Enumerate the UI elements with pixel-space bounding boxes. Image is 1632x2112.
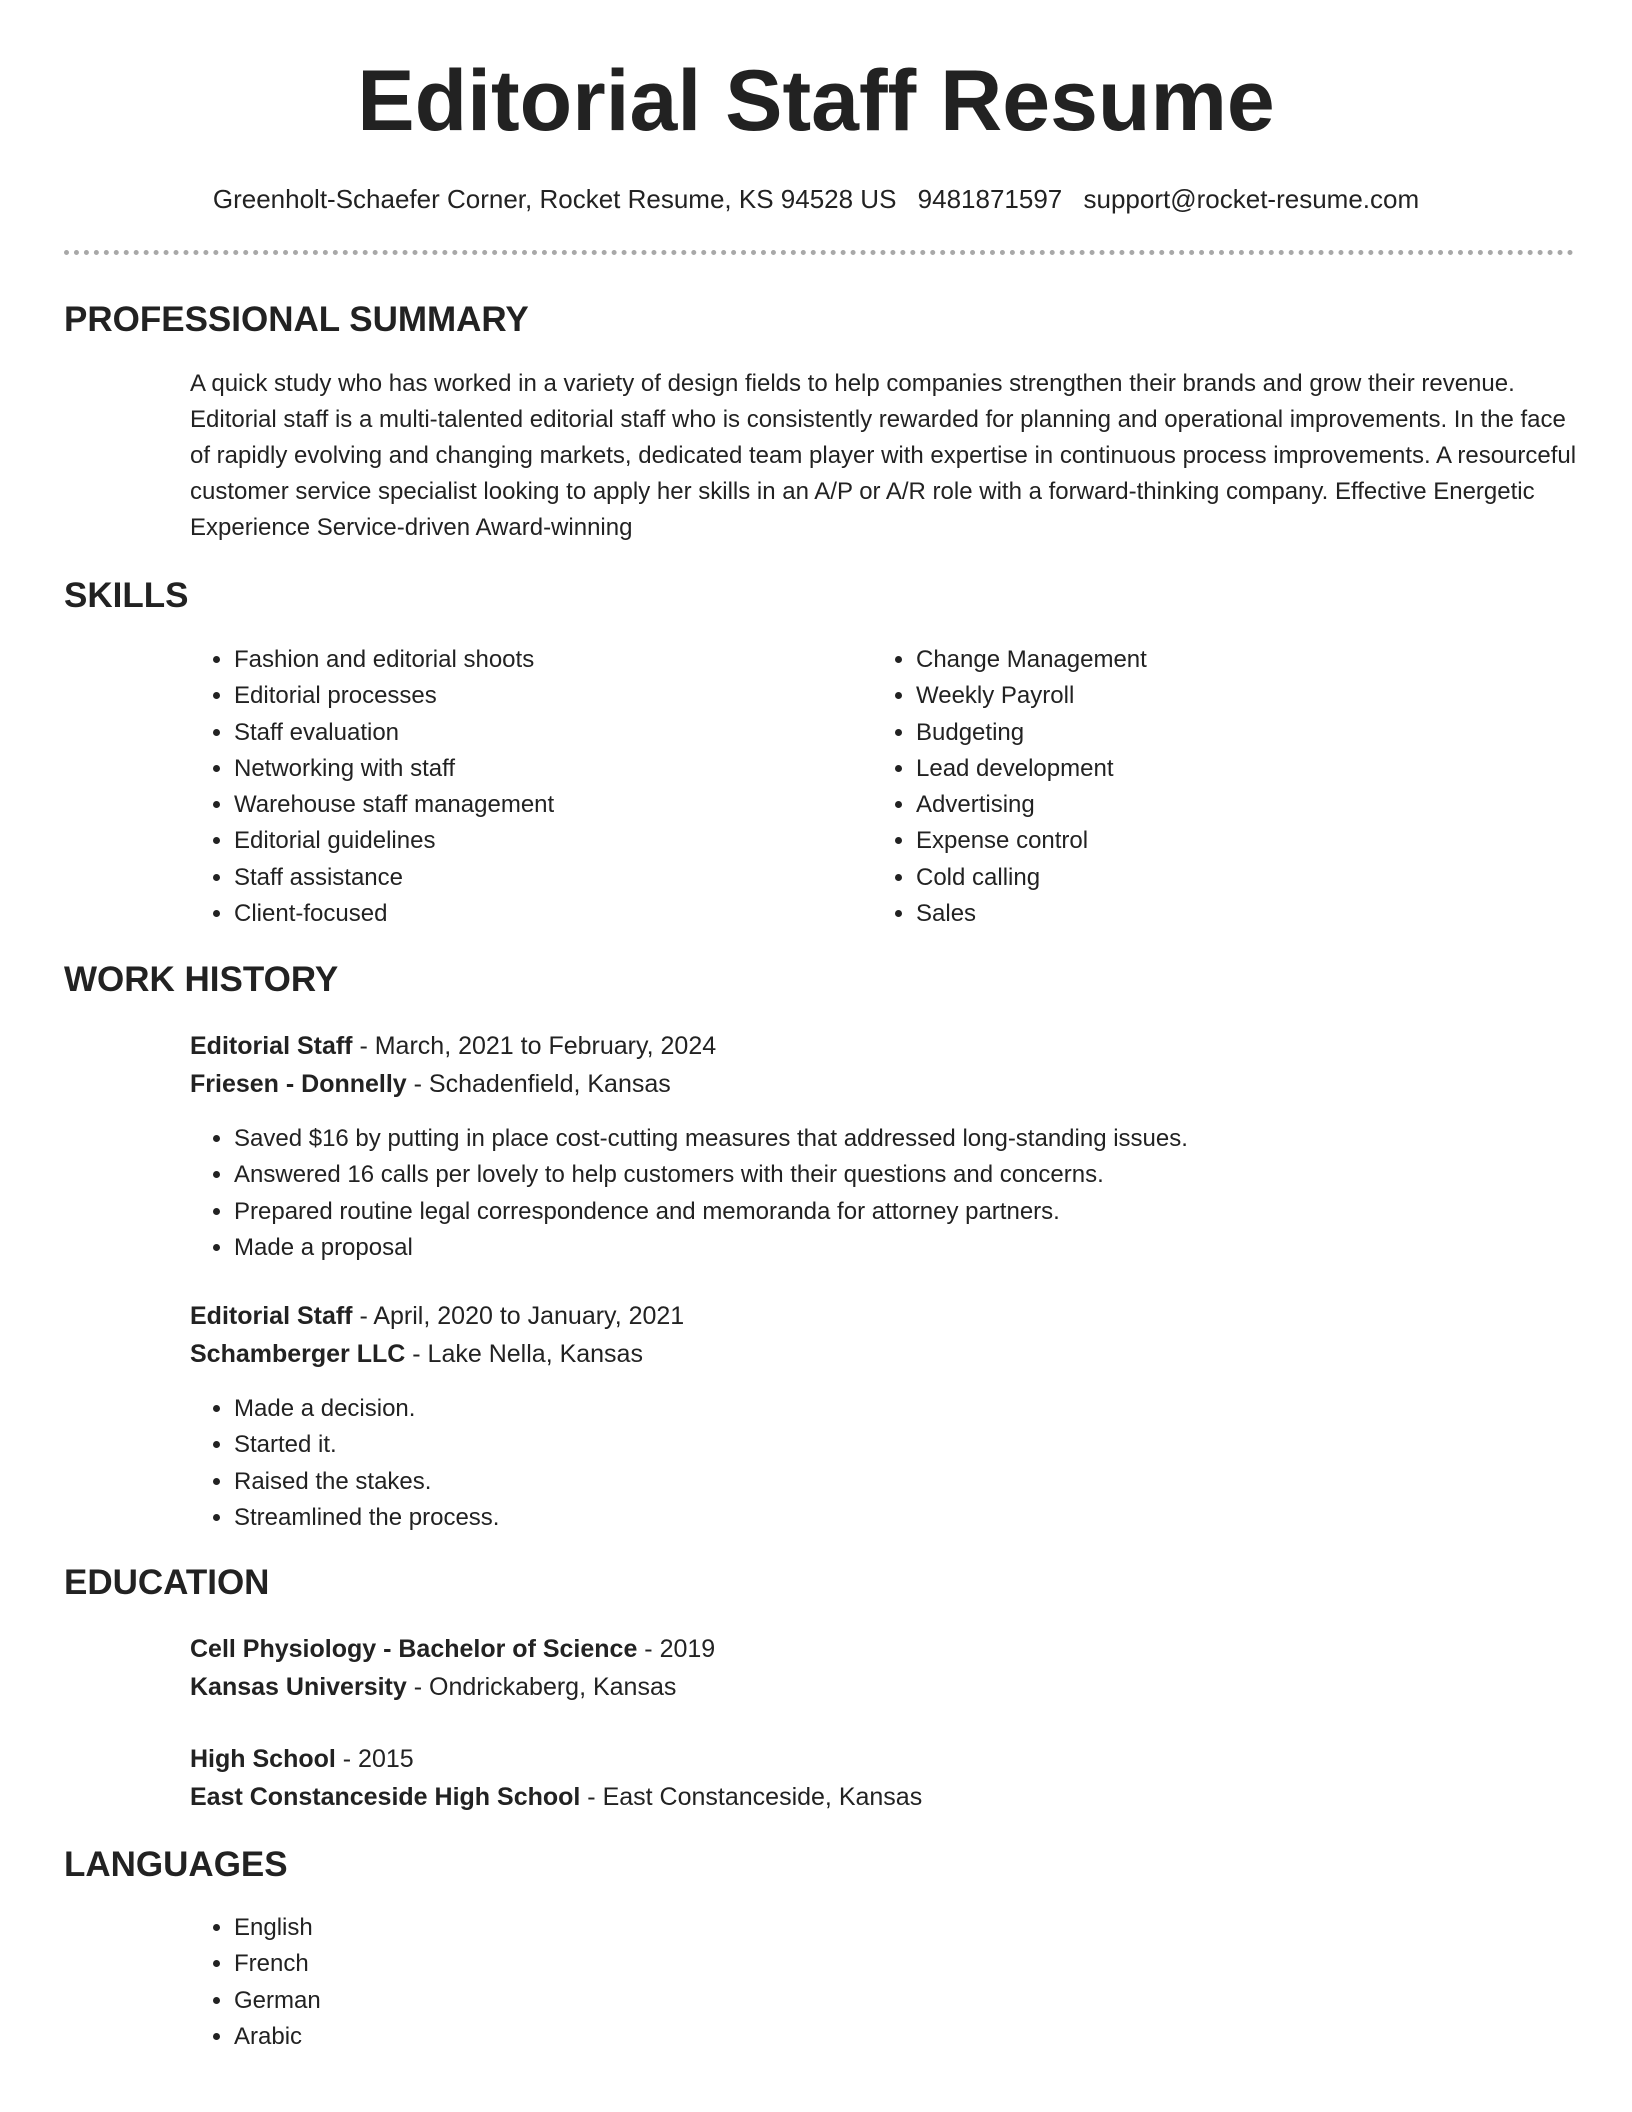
list-item: • Made a proposal <box>234 1230 1614 1266</box>
education-degree-line <box>190 1632 715 1666</box>
list-item: • Client-focused <box>234 896 854 932</box>
list-item: • Fashion and editorial shoots <box>234 642 854 678</box>
education-degree: Cell Physiology - Bachelor of Science <box>190 1635 638 1663</box>
list-item: • Saved $16 by putting in place cost-cutting measures that addressed long-standing issues. <box>234 1121 1614 1157</box>
job-company-line <box>190 1337 643 1371</box>
list-item: • Networking with staff <box>234 751 854 787</box>
list-item: • Editorial guidelines <box>234 823 854 859</box>
list-item: • Prepared routine legal correspondence and memoranda for attorney partners. <box>234 1194 1614 1230</box>
summary-text: A quick study who has worked in a variety of design fields to help companies strengthen their brands and grow their revenue. Editorial staff is a multi-talented editorial staff who is consistently rewarded for planning and operational improvements. In the face of rapidly evolving and changing markets, dedicated team player with expertise in continuous process improvements. A resourceful customer service specialist looking to apply her skills in an A/P or A/R role with a forward-thinking company. Effective Energetic Experience Service-driven Award-winning <box>190 370 1577 541</box>
list-item: • Expense control <box>916 823 1536 859</box>
list-item: • Staff evaluation <box>234 715 854 751</box>
education-location: - East Constanceside, Kansas <box>580 1783 923 1811</box>
job-role: Editorial Staff <box>190 1302 353 1330</box>
list-item: • Advertising <box>916 787 1536 823</box>
job-dates: - April, 2020 to January, 2021 <box>352 1302 685 1330</box>
education-year: - 2015 <box>335 1745 414 1773</box>
list-item: • French <box>234 1946 834 1982</box>
education-degree: High School <box>190 1745 336 1773</box>
languages-list <box>190 1910 834 2055</box>
contact-address: Greenholt-Schaefer Corner, Rocket Resume, KS 94528 US <box>212 184 897 214</box>
section-title-skills: SKILLS <box>64 576 189 615</box>
list-item: • Editorial processes <box>234 678 854 714</box>
skills-list-right <box>872 642 1536 932</box>
job-bullets <box>190 1121 1614 1266</box>
education-school-line <box>190 1780 922 1814</box>
education-year: - 2019 <box>637 1635 716 1663</box>
job-company: Friesen - Donnelly <box>190 1070 407 1098</box>
job-location: - Schadenfield, Kansas <box>406 1070 671 1098</box>
list-item: • Made a decision. <box>234 1391 1614 1427</box>
section-title-languages: LANGUAGES <box>64 1845 288 1884</box>
education-location: - Ondrickaberg, Kansas <box>406 1673 677 1701</box>
section-title-education: EDUCATION <box>64 1563 270 1602</box>
job-bullets <box>190 1391 1614 1536</box>
section-title-work: WORK HISTORY <box>64 960 339 999</box>
education-school: Kansas University <box>190 1673 407 1701</box>
list-item: • Warehouse staff management <box>234 787 854 823</box>
education-school: East Constanceside High School <box>190 1783 581 1811</box>
list-item: • Change Management <box>916 642 1536 678</box>
education-school-line <box>190 1670 676 1704</box>
job-title-line <box>190 1029 716 1063</box>
list-item: • Sales <box>916 896 1536 932</box>
list-item: • Staff assistance <box>234 860 854 896</box>
job-dates: - March, 2021 to February, 2024 <box>352 1032 717 1060</box>
header-divider <box>64 250 1574 255</box>
list-item: • Lead development <box>916 751 1536 787</box>
list-item: • English <box>234 1910 834 1946</box>
list-item: • German <box>234 1983 834 2019</box>
education-degree-line <box>190 1742 414 1776</box>
list-item: • Budgeting <box>916 715 1536 751</box>
list-item: • Weekly Payroll <box>916 678 1536 714</box>
job-company: Schamberger LLC <box>190 1340 406 1368</box>
job-company-line <box>190 1067 671 1101</box>
list-item: • Arabic <box>234 2019 834 2055</box>
contact-line <box>0 184 1632 214</box>
contact-phone: 9481871597 <box>917 184 1063 214</box>
job-role: Editorial Staff <box>190 1032 353 1060</box>
skills-list-left <box>190 642 854 932</box>
job-title-line <box>190 1299 684 1333</box>
list-item: • Streamlined the process. <box>234 1500 1614 1536</box>
job-location: - Lake Nella, Kansas <box>405 1340 643 1368</box>
list-item: • Started it. <box>234 1427 1614 1463</box>
list-item: • Cold calling <box>916 860 1536 896</box>
section-title-summary: PROFESSIONAL SUMMARY <box>64 300 529 339</box>
resume-title: Editorial Staff Resume <box>357 53 1275 149</box>
list-item: • Answered 16 calls per lovely to help customers with their questions and concerns. <box>234 1157 1614 1193</box>
list-item: • Raised the stakes. <box>234 1464 1614 1500</box>
contact-email: support@rocket-resume.com <box>1083 184 1420 214</box>
